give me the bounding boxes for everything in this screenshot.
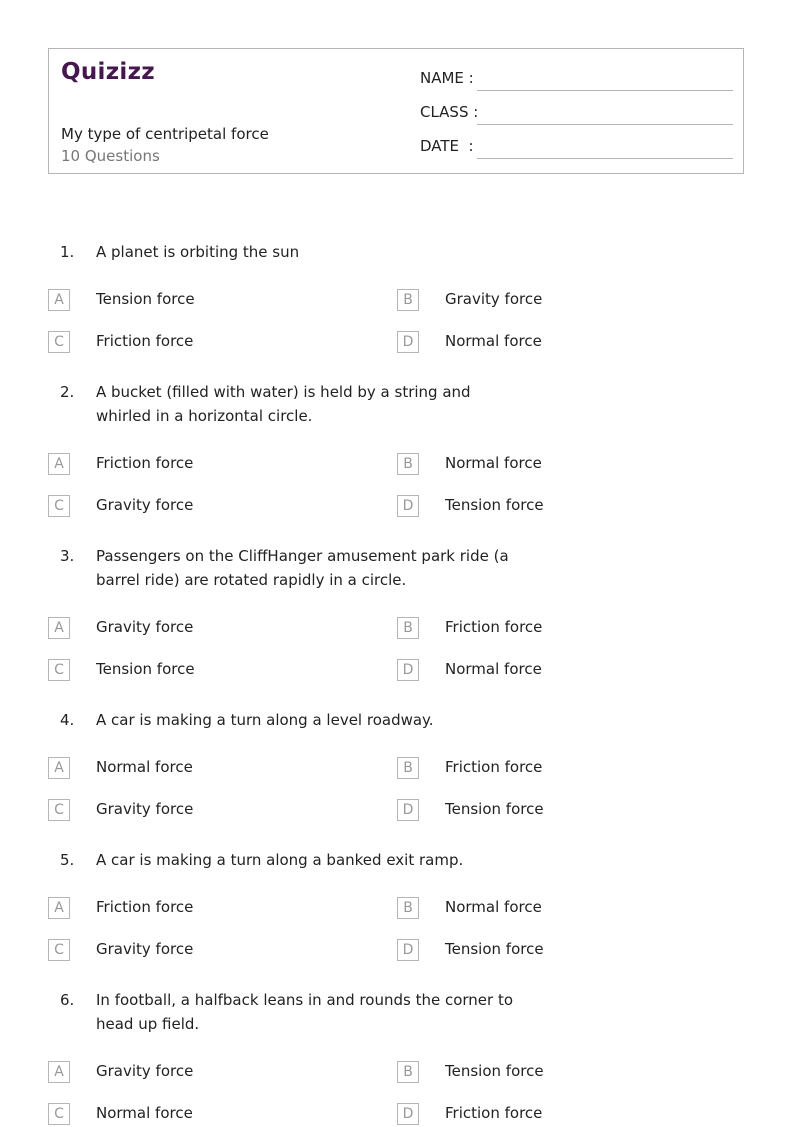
option-letter-box[interactable]: D [397, 1103, 419, 1125]
question-number: 4. [60, 711, 75, 729]
option-letter-box[interactable]: D [397, 659, 419, 681]
option-letter-box[interactable]: B [397, 897, 419, 919]
option-text: Friction force [445, 618, 543, 636]
option-text: Tension force [96, 660, 195, 678]
option-text: Tension force [445, 800, 544, 818]
option-text: Gravity force [445, 290, 543, 308]
option-text: Gravity force [96, 800, 194, 818]
question-number: 6. [60, 991, 75, 1009]
date-label: DATE : [420, 137, 474, 155]
quizizz-logo: Quizizz [61, 59, 155, 85]
name-field[interactable] [420, 67, 733, 91]
option-text: Tension force [96, 290, 195, 308]
option-letter-box[interactable]: A [48, 897, 70, 919]
option-text: Tension force [445, 496, 544, 514]
option-text: Normal force [445, 454, 542, 472]
option-text: Friction force [445, 758, 543, 776]
option-letter-box[interactable]: B [397, 453, 419, 475]
option-letter-box[interactable]: A [48, 1061, 70, 1083]
option-letter-box[interactable]: C [48, 939, 70, 961]
option-text: Tension force [445, 1062, 544, 1080]
date-field[interactable] [420, 135, 733, 159]
option-letter-box[interactable]: A [48, 617, 70, 639]
option-letter-box[interactable]: B [397, 1061, 419, 1083]
question-number: 3. [60, 547, 75, 565]
class-field[interactable] [420, 101, 733, 125]
option-text: Normal force [445, 660, 542, 678]
option-text: Gravity force [96, 496, 194, 514]
option-text: Tension force [445, 940, 544, 958]
question-text: A car is making a turn along a level roadway. [96, 711, 434, 729]
question-count: 10 Questions [61, 147, 160, 165]
option-letter-box[interactable]: B [397, 617, 419, 639]
option-letter-box[interactable]: D [397, 799, 419, 821]
option-letter-box[interactable]: D [397, 331, 419, 353]
class-line[interactable] [477, 124, 733, 125]
option-letter-box[interactable]: B [397, 289, 419, 311]
question-text: A bucket (filled with water) is held by a string and whirled in a horizontal circle. [96, 383, 471, 425]
option-letter-box[interactable]: C [48, 495, 70, 517]
name-label: NAME : [420, 69, 474, 87]
option-text: Gravity force [96, 940, 194, 958]
option-text: Friction force [96, 454, 194, 472]
date-line[interactable] [477, 158, 733, 159]
option-letter-box[interactable]: C [48, 1103, 70, 1125]
option-letter-box[interactable]: B [397, 757, 419, 779]
option-letter-box[interactable]: C [48, 799, 70, 821]
name-line[interactable] [477, 90, 733, 91]
question-text: A planet is orbiting the sun [96, 243, 300, 261]
option-text: Gravity force [96, 1062, 194, 1080]
option-text: Normal force [445, 898, 542, 916]
option-text: Friction force [96, 332, 194, 350]
option-text: Friction force [96, 898, 194, 916]
option-letter-box[interactable]: C [48, 331, 70, 353]
option-text: Normal force [96, 758, 193, 776]
question-text: A car is making a turn along a banked exit ramp. [96, 851, 464, 869]
question-text: In football, a halfback leans in and rounds the corner to head up field. [96, 991, 514, 1033]
option-letter-box[interactable]: A [48, 757, 70, 779]
question-number: 2. [60, 383, 75, 401]
option-letter-box[interactable]: D [397, 939, 419, 961]
option-text: Gravity force [96, 618, 194, 636]
worksheet-header [48, 48, 744, 174]
class-label: CLASS : [420, 103, 479, 121]
worksheet-title: My type of centripetal force [61, 125, 269, 143]
option-letter-box[interactable]: A [48, 453, 70, 475]
question-number: 5. [60, 851, 75, 869]
question-number: 1. [60, 243, 75, 261]
option-text: Normal force [96, 1104, 193, 1122]
option-letter-box[interactable]: A [48, 289, 70, 311]
option-letter-box[interactable]: C [48, 659, 70, 681]
option-text: Normal force [445, 332, 542, 350]
option-letter-box[interactable]: D [397, 495, 419, 517]
question-text: Passengers on the CliffHanger amusement park ride (a barrel ride) are rotated rapidly in a circle. [96, 547, 509, 589]
option-text: Friction force [445, 1104, 543, 1122]
